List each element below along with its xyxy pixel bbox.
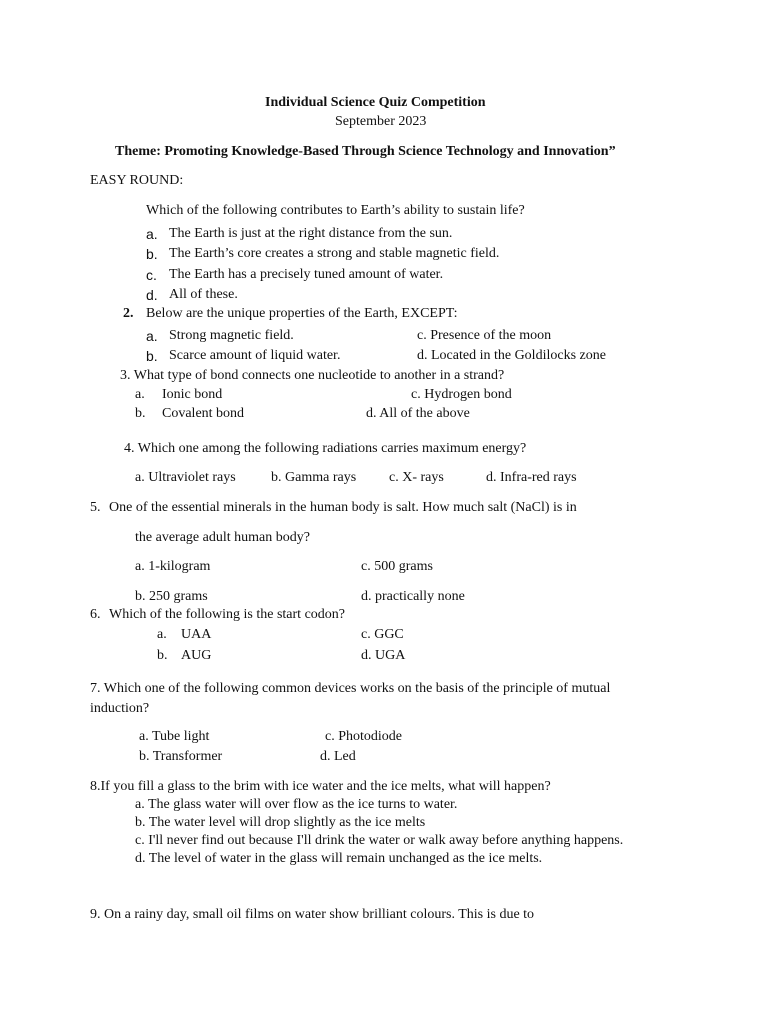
question-4-option-d: d. Infra-red rays	[486, 470, 577, 485]
question-8-option-c: c. I'll never find out because I'll drink the water or walk away before anything happens.	[135, 833, 624, 848]
question-6-option-c: c. GGC	[361, 627, 404, 642]
document-theme: Theme: Promoting Knowledge-Based Through Science Technology and Innovation”	[115, 144, 616, 159]
question-3-option-b-letter: b.	[135, 406, 146, 421]
question-2-option-a: Strong magnetic field.	[169, 328, 294, 343]
question-4-option-c: c. X- rays	[389, 470, 444, 485]
question-2-option-b-letter: b.	[146, 348, 158, 364]
question-5-option-a: a. 1-kilogram	[135, 559, 211, 574]
question-6-option-b-letter: b.	[157, 648, 168, 663]
question-6-option-b: AUG	[181, 648, 212, 663]
question-1-option-b: The Earth’s core creates a strong and stable magnetic field.	[169, 246, 500, 261]
question-5-text: One of the essential minerals in the human body is salt. How much salt (NaCl) is in	[109, 500, 577, 515]
question-2-option-c: c. Presence of the moon	[417, 328, 552, 343]
question-1-option-c-letter: c.	[146, 267, 157, 283]
question-3-text: 3. What type of bond connects one nucleotide to another in a strand?	[120, 368, 505, 383]
question-2-number: 2.	[123, 306, 134, 321]
question-6-option-a-letter: a.	[157, 627, 167, 642]
question-2-text: Below are the unique properties of the Earth, EXCEPT:	[146, 306, 458, 321]
question-5-option-d: d. practically none	[361, 589, 465, 604]
question-1-option-c: The Earth has a precisely tuned amount of water.	[169, 267, 444, 282]
question-9-text: 9. On a rainy day, small oil films on water show brilliant colours. This is due to	[90, 907, 535, 922]
question-7-option-b: b. Transformer	[139, 749, 223, 764]
question-4-text: 4. Which one among the following radiations carries maximum energy?	[124, 441, 527, 456]
question-7-text-continued: induction?	[90, 701, 150, 716]
question-5-text-continued: the average adult human body?	[135, 530, 310, 545]
round-label: EASY ROUND:	[90, 173, 184, 188]
question-7-option-c: c. Photodiode	[325, 729, 402, 744]
question-3-option-c: c. Hydrogen bond	[411, 387, 512, 402]
question-7-option-d: d. Led	[320, 749, 356, 764]
question-6-option-a: UAA	[181, 627, 212, 642]
question-6-option-d: d. UGA	[361, 648, 406, 663]
question-1-option-a: The Earth is just at the right distance from the sun.	[169, 226, 453, 241]
question-3-option-d: d. All of the above	[366, 406, 470, 421]
question-8-option-b: b. The water level will drop slightly as the ice melts	[135, 815, 426, 830]
question-5-option-c: c. 500 grams	[361, 559, 433, 574]
question-8-text: 8.If you fill a glass to the brim with ice water and the ice melts, what will happen?	[90, 779, 551, 794]
question-7-text: 7. Which one of the following common devices works on the basis of the principle of mutual	[90, 681, 611, 696]
question-4-option-b: b. Gamma rays	[271, 470, 357, 485]
question-2-option-b: Scarce amount of liquid water.	[169, 348, 341, 363]
question-5-option-b: b. 250 grams	[135, 589, 208, 604]
question-3-option-a: Ionic bond	[162, 387, 223, 402]
question-1-option-a-letter: a.	[146, 226, 158, 242]
document-date: September 2023	[335, 114, 427, 129]
question-4-option-a: a. Ultraviolet rays	[135, 470, 236, 485]
question-6-text: Which of the following is the start codon?	[109, 607, 345, 622]
document-title: Individual Science Quiz Competition	[265, 95, 486, 110]
question-8-option-a: a. The glass water will over flow as the ice turns to water.	[135, 797, 458, 812]
question-3-option-a-letter: a.	[135, 387, 145, 402]
question-1-text: Which of the following contributes to Earth’s ability to sustain life?	[146, 203, 525, 218]
question-7-option-a: a. Tube light	[139, 729, 210, 744]
question-2-option-a-letter: a.	[146, 328, 158, 344]
question-3-option-b: Covalent bond	[162, 406, 245, 421]
question-5-number: 5.	[90, 500, 101, 515]
question-8-option-d: d. The level of water in the glass will remain unchanged as the ice melts.	[135, 851, 543, 866]
question-6-number: 6.	[90, 607, 101, 622]
question-2-option-d: d. Located in the Goldilocks zone	[417, 348, 606, 363]
question-1-option-b-letter: b.	[146, 246, 158, 262]
question-1-option-d-letter: d.	[146, 287, 158, 303]
question-1-option-d: All of these.	[169, 287, 238, 302]
